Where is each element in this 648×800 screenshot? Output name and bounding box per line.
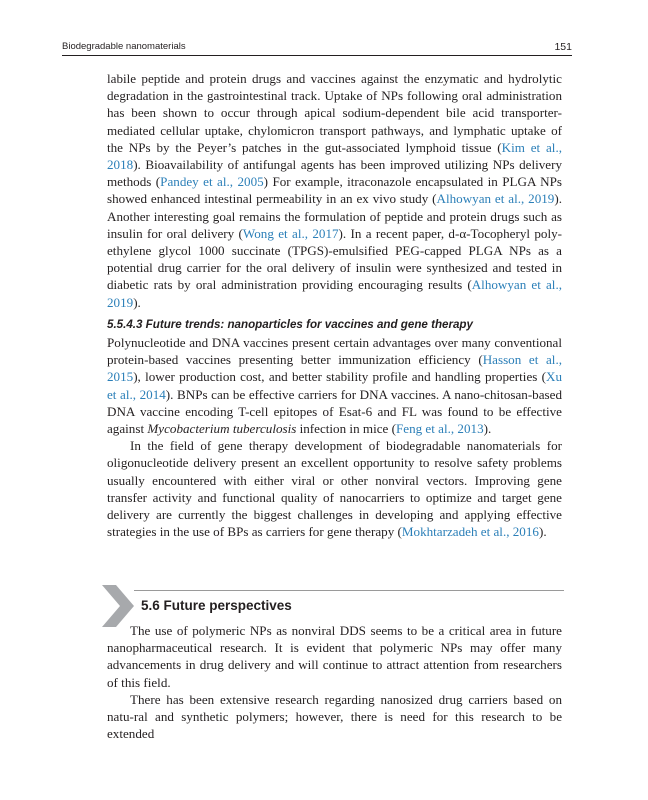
running-head xyxy=(62,39,572,56)
section-body xyxy=(107,622,562,742)
text-run: ), lower production cost, and better stability profile and handling properties ( xyxy=(133,369,546,385)
text-run: ). xyxy=(133,294,141,310)
text-run: ). In a recent paper, d-α-Tocopheryl poly-ethylene glycol 1000 succinate (TPGS)-emulsified PEG-capped PLGA NPs as a potential drug carrier for the oral delivery of insulin were synthesized and tested in diabetic rats by oral administration providing encouraging results ( xyxy=(107,225,562,293)
text-run: ). xyxy=(538,524,547,540)
text-run: ). Another interesting goal remains the formulation of peptide and protein drugs such as insulin for oral delivery ( xyxy=(107,191,562,241)
section-divider xyxy=(134,590,564,591)
paragraph-gene-therapy xyxy=(107,437,562,540)
text-run: infection in mice ( xyxy=(296,421,396,437)
species-name: Mycobacterium tuberculosis xyxy=(147,421,297,437)
text-run: ) For example, itraconazole encapsulated in PLGA NPs showed enhanced intestinal permeability in an ex vivo study ( xyxy=(107,174,562,207)
citation-link[interactable]: Kim et al., 2018 xyxy=(107,139,562,173)
page-number: 151 xyxy=(554,41,572,53)
citation-link[interactable]: Feng et al., 2013 xyxy=(395,421,484,437)
text-run: In the field of gene therapy development of biodegradable nanomaterials for oligonucleotide delivery present an excellent opportunity to resolve safety problems usually encountered with either viral or other nonviral vectors. Improving gene transfer activity and functional quality of nanocarriers to optimize and target gene delivery are currently the biggest challenges in developing and applying effective strategies in the use of BPs as carriers for gene therapy ( xyxy=(107,438,562,540)
paragraph-dna-vaccines xyxy=(107,334,562,437)
citation-link[interactable]: Alhowyan et al., 2019 xyxy=(107,277,562,310)
running-head-title: Biodegradable nanomaterials xyxy=(62,41,186,52)
citation-link[interactable]: Alhowyan et al., 2019 xyxy=(436,191,555,207)
paragraph-polymeric-nps xyxy=(107,622,562,691)
citation-link[interactable]: Mokhtarzadeh et al., 2016 xyxy=(401,524,539,540)
paragraph-drug-carriers xyxy=(107,691,562,743)
text-run: The use of polymeric NPs as nonviral DDS seems to be a critical area in future nanopharmaceutical research. It is evident that polymeric NPs may offer many advancements in drug delivery and will continue to attract attention from researchers of this field. xyxy=(107,623,562,690)
text-run: labile peptide and protein drugs and vaccines against the enzymatic and hydrolytic degradation in the gastrointestinal track. Uptake of NPs following oral administration has been shown to occur through apical sodium-dependent bile acid transporter-mediated cellular uptake, chylomicron transport pathways, and lymphatic uptake of the NPs by the Peyer’s patches in the gut-associated lymphoid tissue ( xyxy=(107,71,562,155)
citation-link[interactable]: Pandey et al., 2005 xyxy=(160,174,264,190)
text-run: ). Bioavailability of antifungal agents has been improved utilizing NPs delivery methods ( xyxy=(107,157,562,190)
text-run: There has been extensive research regarding nanosized drug carriers based on natu-ral and synthetic polymers; however, there is need for this research to be extended xyxy=(107,691,562,742)
section-heading: 5.6 Future perspectives xyxy=(141,598,292,613)
subsection-body xyxy=(107,334,562,540)
citation-link[interactable]: Hasson et al., 2015 xyxy=(107,352,562,385)
text-run: Polynucleotide and DNA vaccines present certain advantages over many conventional protein-based vaccines presenting better immunization efficiency ( xyxy=(107,335,562,368)
citation-link[interactable]: Xu et al., 2014 xyxy=(107,369,562,402)
text-run: ). BNPs can be effective carriers for DNA vaccines. A nano-chitosan-based DNA vaccine encoding T-cell epitopes of Esat-6 and FL was found to be effective against xyxy=(107,386,562,437)
subsection-heading: 5.5.4.3 Future trends: nanoparticles for vaccines and gene therapy xyxy=(107,318,473,331)
citation-link[interactable]: Wong et al., 2017 xyxy=(242,225,339,241)
text-run: ). xyxy=(483,421,492,437)
paragraph-oral-delivery xyxy=(107,70,562,311)
